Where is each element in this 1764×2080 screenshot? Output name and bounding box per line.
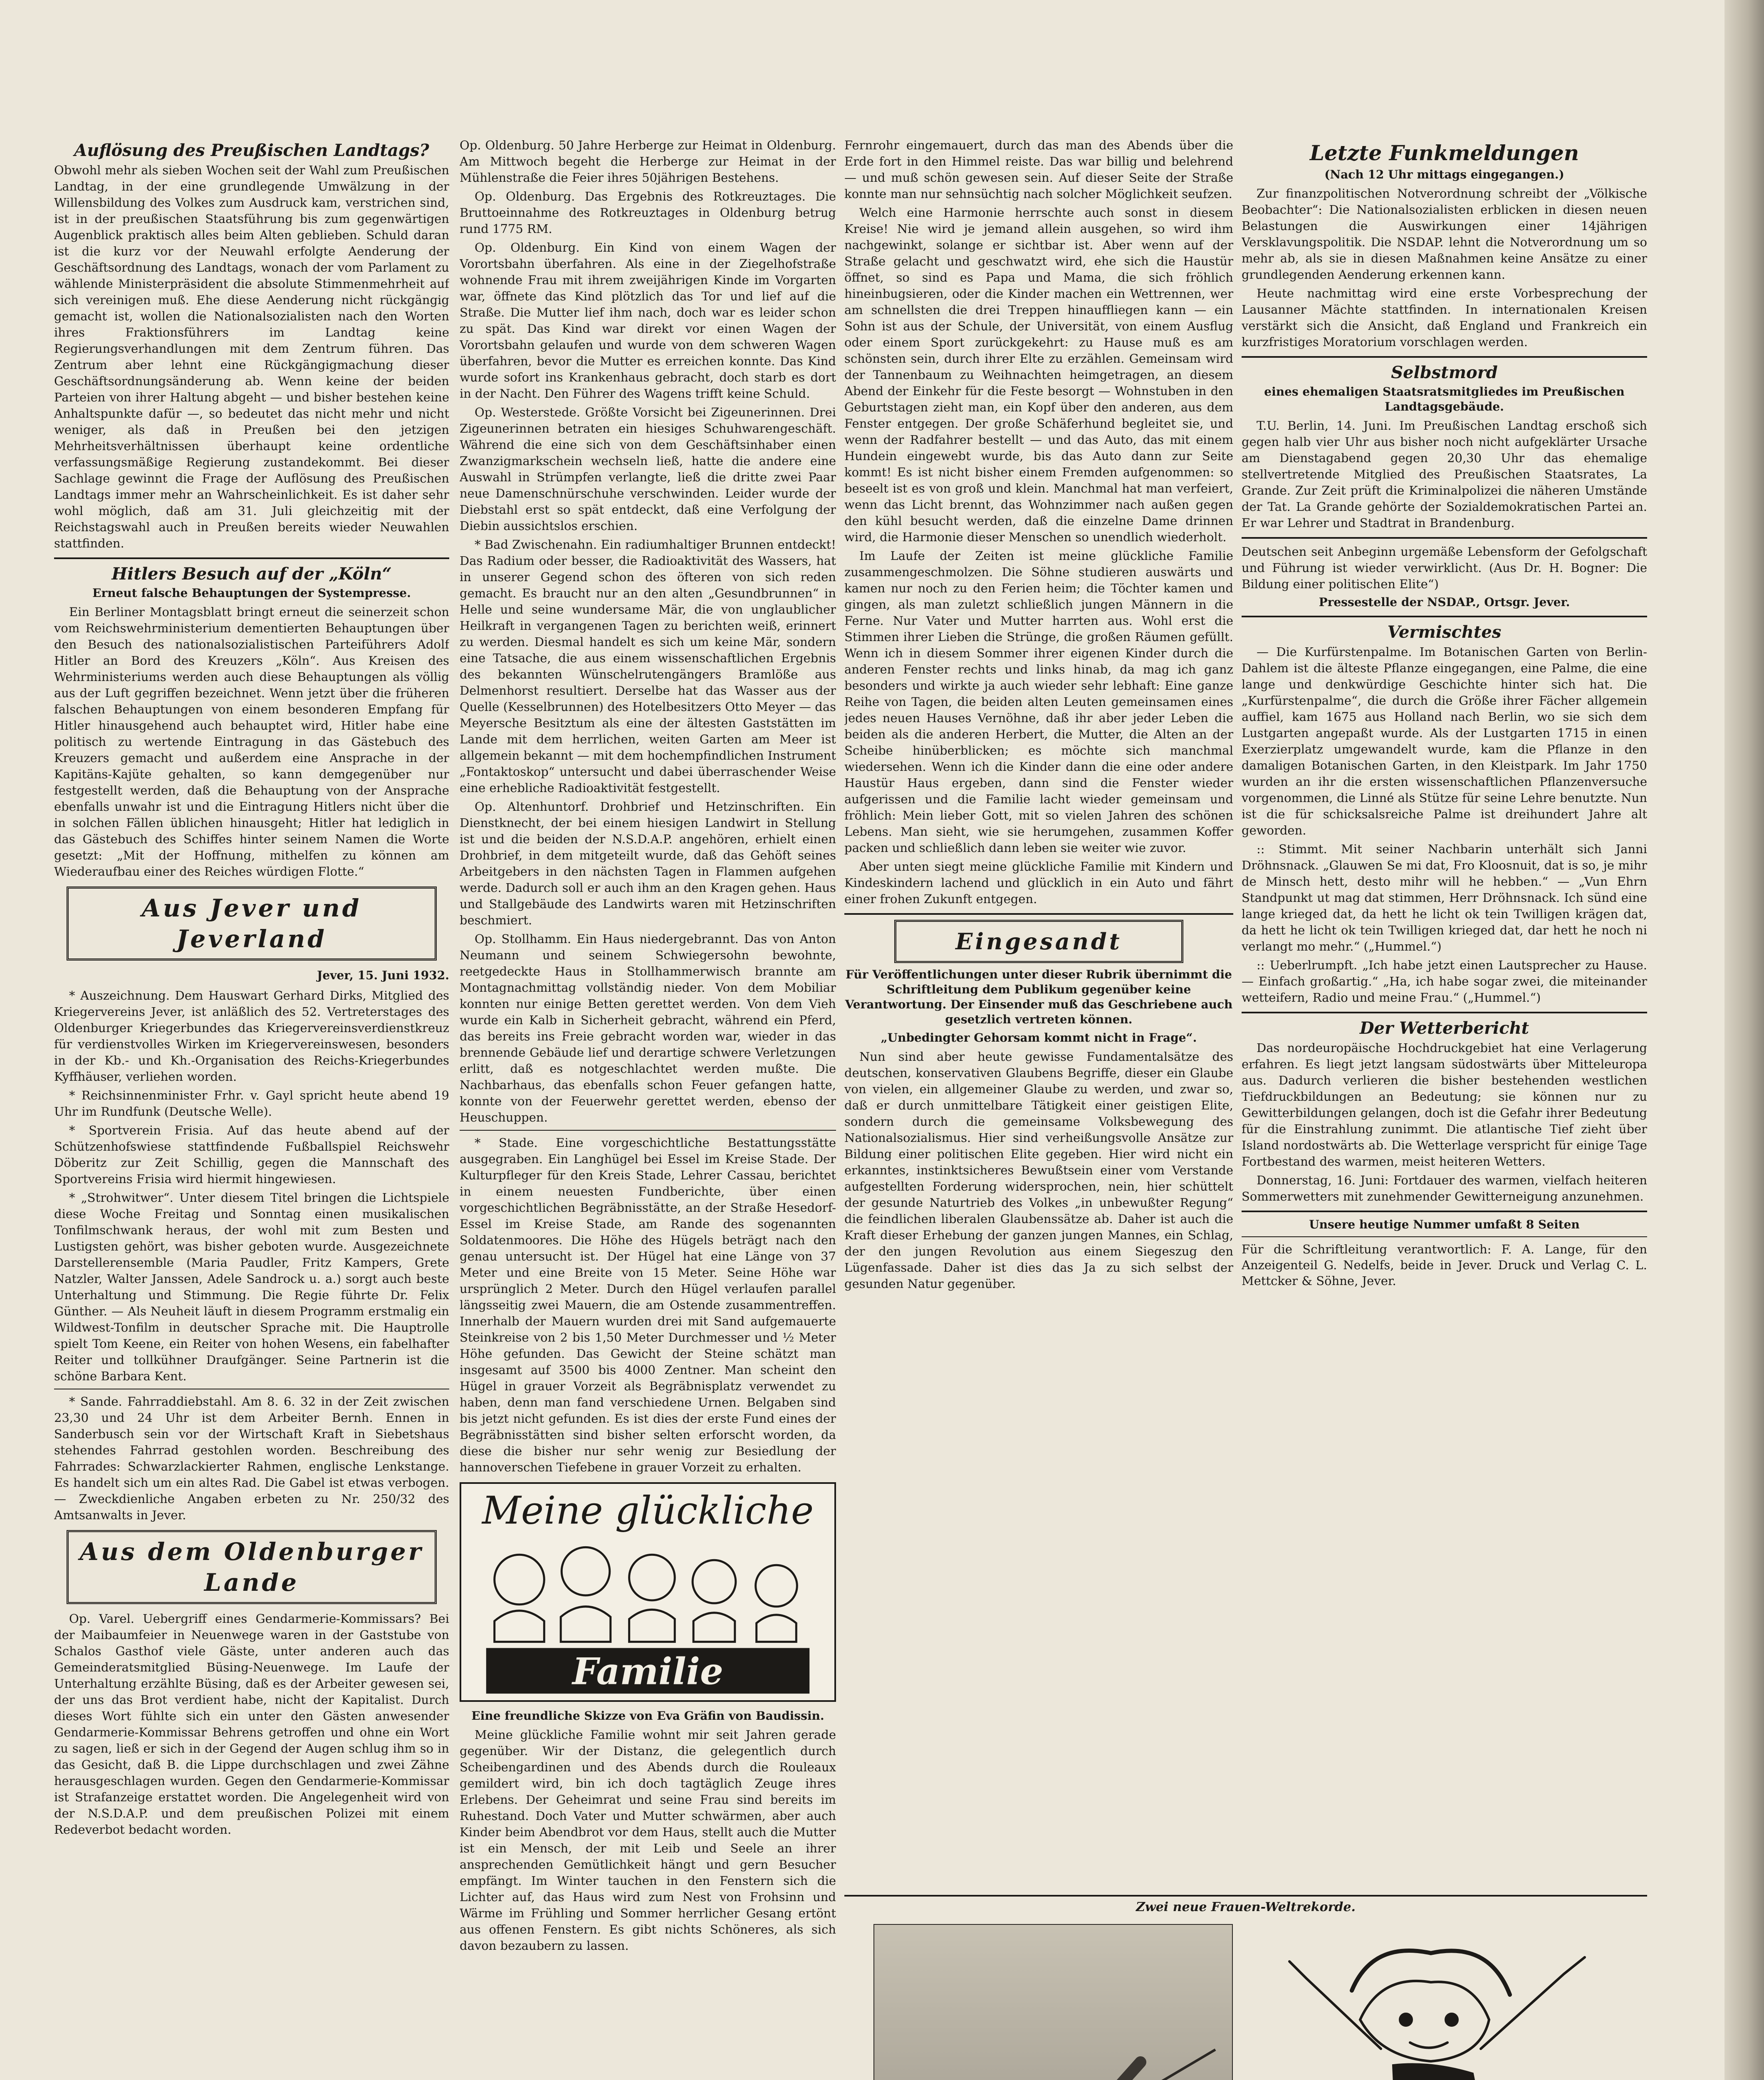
news-vorortsbahn: Op. Oldenburg. Ein Kind von einem Wagen der Vorortsbahn überfahren. Als eine in der Ziegelhofstraße wohnende Frau mit ihrem zweijährigen Kinde im Vorgarten war, öffnete das Kind plötzlich das Tor und lief auf die Straße. Die Mutter lief ihm nach, doch war es leider schon zu spät. Das Kind war direkt vor einen Wagen der Vorortsbahn gelaufen und wurde von dem schweren Wagen überfahren, bevor die Mutter es erreichen konnte. Das Kind wurde sofort ins Krankenhaus gebracht, doch starb es dort in der Nacht. Den Führer des Wagens trifft keine Schuld. <box>460 240 836 401</box>
funk-timestamp-note: (Nach 12 Uhr mittags eingegangen.) <box>1324 168 1564 181</box>
section-header-jever: Aus Jever und Jeverland <box>67 886 437 961</box>
article-selbstmord: T.U. Berlin, 14. Juni. Im Preußischen Landtag erschoß sich gegen halb vier Uhr aus bisher noch nicht aufgeklärter Ursache am Dienstagabend gegen 20,30 Uhr das ehemalige stellvertretende Mitglied des Preußischen Staatsrates, La Grande. Zur Zeit prüft die Kriminalpolizei die näheren Umstände der Tat. La Grande gehörte der Sozialdemokratischen Partei an. Er war Lehrer und Stadtrat in Brandenburg. <box>1242 418 1647 530</box>
section-header-eingesandt: Eingesandt <box>894 920 1183 963</box>
news-rotkreuz: Op. Oldenburg. Das Ergebnis des Rotkreuztages. Die Bruttoeinnahme des Rotkreuztages in Oldenburg betrug rund 1775 RM. <box>460 189 836 236</box>
column-4 <box>1242 137 1647 1884</box>
news-stollhamm: Op. Stollhamm. Ein Haus niedergebrannt. Das von Anton Neumann und seinem Schwiegersohn bewohnte, reetgedeckte Haus in Stollhammerwisch brannte am Montagnachmittag vollständig nieder. Von dem Mobiliar konnten nur einige Betten gerettet werden. Von dem Vieh wurde ein Kalb in Sicherheit gebracht, während ein Pferd, das bereits ins Freie gebracht worden war, wieder in das brennende Gebäude lief und derartige schwere Verletzungen erlitt, daß es notgeschlachtet werden mußte. Die Nachbarhaus, das ebenfalls schon Feuer gefangen hatte, konnte von der Feuerwehr gerettet werden, ebenso der Heuschuppen. <box>460 932 836 1124</box>
feuilleton-byline: Eine freundliche Skizze von Eva Gräfin von Baudissin. <box>471 1709 824 1723</box>
divider <box>1242 356 1647 358</box>
funk-notverordnung: Zur finanzpolitischen Notverordnung schreibt der „Völkische Beobachter“: Die Nationalsozialisten erblicken in diesen neuen Belastungen die Auswirkungen einer 14jährigen Versklavungspolitik. Die NSDAP. lehnt die Notverordnung um so mehr ab, als sie in diesen Maßnahmen keine Ansätze zu einer grundlegenden Aenderung erkennen kann. <box>1242 186 1647 282</box>
divider <box>1242 537 1647 539</box>
weather-forecast: Donnerstag, 16. Juni: Fortdauer des warmen, vielfach heiteren Sommerwetters mit zunehmender Gewitterneigung anzunehmen. <box>1242 1173 1647 1203</box>
divider <box>844 913 1233 915</box>
anecdote-stimmt: :: Stimmt. Mit seiner Nachbarin unterhält sich Janni Dröhnsnack. „Glauwen Se mi dat, Fro Kloosnuit, dat is so, je mihr de Minsch hett, desto mihr will he hebben.“ — „Vun Ehrn Standpunkt ut mag dat stimmen, Herr Dröhnsnack. Ich sünd eine lange krieged dat, da hett he licht ok tein Twilligen krägen dat, da hett he licht ok tein Twilligen krieged dat, dar hett he noch ni verlangt mo mehr.“ („Hummel.“) <box>1242 842 1647 953</box>
news-altenhuntorf: Op. Altenhuntorf. Drohbrief und Hetzinschriften. Ein Dienstknecht, der bei einem hiesigen Landwirt in Stellung ist und die beiden der N.S.D.A.P. angehören, erhielt einen Drohbrief, in dem mitgeteilt wurde, daß das Gehöft seines Arbeitgebers in den nächsten Tagen in Flammen aufgehen werde. Dadurch soll er auch ihm an den Kragen gehen. Haus und Stallgebäude des Landwirts waren mit Hetzinschriften beschmiert. <box>460 800 836 927</box>
divider <box>460 1130 836 1131</box>
photo-block-world-records <box>844 1895 1647 2080</box>
divider <box>1242 1236 1647 1237</box>
feuilleton-part1: Meine glückliche Familie wohnt mir seit Jahren gerade gegenüber. Wir der Distanz, die gelegentlich durch Scheibengardinen und des Abends durch die Rouleaux gemildert wird, bin ich doch tagtäglich Zeuge ihres Erlebens. Der Geheimrat und seine Frau sind bereits im Ruhestand. Doch Vater und Mutter schwärmen, aber auch Kinder beim Abendbrot vor dem Haus, stellt auch die Mutter ist ein Mensch, der mit Leib und Seele an ihrer ansprechenden Gemütlichkeit hängt und gern Besucher empfängt. Im Winter tauchen in den Fenstern sich die Lichter auf, das Haus wird zum Nest von Frohsinn und Wärme im Frühling und Sommer herrlicher Gesang ertönt aus offenen Fenstern. Es gibt nichts Schöneres, als sich davon bezaubern zu lassen. <box>460 1728 836 1953</box>
headline-selbstmord: Selbstmord <box>1391 363 1498 382</box>
headline-hitler-koeln: Hitlers Besuch auf der „Köln“ <box>111 564 392 584</box>
feuilleton-header-illustration <box>460 1482 836 1702</box>
page-binding <box>1724 0 1764 2080</box>
comic-title-line2: Familie <box>572 1650 723 1693</box>
news-stade: * Stade. Eine vorgeschichtliche Bestattungsstätte ausgegraben. Ein Langhügel bei Essel im Kreise Stade. Der Kulturpfleger für den Kreis Stade, Lehrer Cassau, berichtet in einem neuesten Fundberichte, über einen vorgeschichtlichen Begräbnisstätte, an der Straße Hesedorf-Essel im Kreise Stade, am Rande des sogenannten Soldatenmoores. Die Höhe des Hügels beträgt nach den genau untersucht ist. Der Hügel hat eine Länge von 37 Meter und eine Breite von 15 Meter. Seine Höhe war ursprünglich 2 Meter. Durch den Hügel verlaufen parallel längsseitig zwei Mauern, die am Ostende zusammentreffen. Innerhalb der Mauern wurden drei mit Sand aufgemauerte Steinkreise von 2 bis 1,50 Meter Durchmesser und ½ Meter Höhe gefunden. Das Gewicht der Steine schätzt man insgesamt auf 3500 bis 4000 Zentner. Man scheint den Hügel in grauer Vorzeit als Begräbnisplatz verwendet zu haben, denn man fand verschiedene Urnen. Belgaben sind bis jetzt nicht gefunden. Es ist dies der erste Fund eines der Begräbnisstätten sind bisher selten erforscht worden, da diese die bisher nur sehr wenig zur Besiedlung der hannoverschen Tiefebene in grauer Vorzeit zu erhalten. <box>460 1136 836 1474</box>
photo-title: Zwei neue Frauen-Weltrekorde. <box>1136 1900 1356 1914</box>
funk-lausanne: Heute nachmittag wird eine erste Vorbesprechung der Lausanner Mächte stattfinden. In internationalen Kreisen verstärkt sich die Ansicht, daß England und Frankreich ein kurzfristiges Moratorium vorschlagen werden. <box>1242 286 1647 349</box>
column-1 <box>54 137 449 2080</box>
feuilleton-part4: Im Laufe der Zeiten ist meine glückliche Familie zusammengeschmolzen. Die Söhne studieren auswärts und kamen nur noch zu den Ferien heim; die Töchter kamen und gingen, als man zuletzt schließlich jungen Männern in die Ferne. Nur Vater und Mutter harrten aus. Wohl erst die Stimmen ihrer Lieben die Strünge, die großen Räumen gefüllt. Wenn ich in diesem Sommer ihrer eigenen Kinder durch die anderen Fenster rechts und links hinab, da mag ich ganz besonders und wirkte ja auch wieder sehr lebhaft: Eine ganze Reihe von Tagen, die beiden alten Leuten gemeinsamen eines jedes neuen Hauses Vernöhne, daß ihr aber jeder Leben die beiden als die anderen Herbert, die Mutter, die Alten an der Scheibe hinüberblicken; es möchte sich manchmal wiedersehen. Wenn ich die Kinder dann die eine oder andere Haustür Haus ergeben, dann sind die Fenster wieder aufgerissen und die Familie lacht wieder gemeinsam und fröhlich: Mein lieber Gott, mit so vielen Jahren des schönen Lebens. Man sieht, wie sie herumgehen, zusammen Koffer packen und schließlich dann leben sie weiter wie zuvor. <box>844 549 1233 855</box>
anecdote-ueberlrumpft: :: Ueberlrumpft. „Ich habe jetzt einen Lautsprecher zu Hause. — Einfach großartig.“ „Ha, ich habe sogar zwei, die miteinander wetteifern, Radio und meine Frau.“ („Hummel.“) <box>1242 958 1647 1005</box>
weather-report: Das nordeuropäische Hochdruckgebiet hat eine Verlagerung erfahren. Es liegt jetzt langsam südostwärts über Mitteleuropa aus. Dadurch verlieren die bisher bestehenden westlichen Tiefdruckbildungen an Bedeutung; sie können nur zu Gewitterbildungen gelangen, doch ist die Gefahr ihrer Bedeutung für die Einstrahlung zunimmt. Die atlantische Tief zieht über Island nordostwärts ab. Die Wetterlage verspricht für einige Tage Fortbestand des warmen, meist heiteren Wetters. <box>1242 1041 1647 1169</box>
javelin-thrower-icon <box>874 1925 1232 2080</box>
subheadline-systempresse: Erneut falsche Behauptungen der Systempresse. <box>92 586 411 600</box>
eingesandt-title: „Unbedingter Gehorsam kommt nicht in Frage“. <box>881 1031 1197 1045</box>
issue-page-count: Unsere heutige Nummer umfaßt 8 Seiten <box>1309 1218 1580 1231</box>
section-header-oldenburger-lande: Aus dem Oldenburger Lande <box>67 1530 437 1604</box>
news-herberge: Op. Oldenburg. 50 Jahre Herberge zur Heimat in Oldenburg. Am Mittwoch begeht die Herberge zur Heimat in der Mühlenstraße die Feier ihres 50jährigen Bestehens. <box>460 138 836 185</box>
subheadline-selbstmord: eines ehemaligen Staatsratsmitgliedes im Preußischen Landtagsgebäude. <box>1264 385 1625 414</box>
quote-elite: Deutschen seit Anbeginn urgemäße Lebensform der Gefolgschaft und Führung ist wieder verwirklicht. (Aus Dr. H. Bogner: Die Bildung einer politischen Elite“) <box>1242 545 1647 591</box>
news-auszeichnung: * Auszeichnung. Dem Hauswart Gerhard Dirks, Mitglied des Kriegervereins Jever, ist anläßlich des 52. Vertreterstages des Oldenburger Kriegerbundes das Kriegervereinsverdienstkreuz für verdienstvolles Wirken im Kriegervereinswesen, besonders in der Kb.- und Kh.-Organisation des Reichs-Kriegerbundes Kyffhäuser, verliehen worden. <box>54 988 449 1084</box>
article-kurfuerstenpalme: — Die Kurfürstenpalme. Im Botanischen Garten von Berlin-Dahlem ist die älteste Pflanze eingegangen, eine Palme, die eine lange und denkwürdige Geschichte hinter sich hat. Die „Kurfürstenpalme“, die durch die Größe ihrer Fächer allgemein auffiel, kam 1675 aus Holland nach Berlin, wo sie sich dem Lustgarten angepaßt wurde. Als der Lustgarten 1715 in einen Exerzierplatz umgewandelt wurde, kam die Pflanze in den damaligen Botanischen Garten, in den Kleistpark. Im Jahr 1750 wurden an ihr die ersten wissenschaftlichen Pflanzenversuche vorgenommen, die Linné als Stütze für seine Lehre benutzte. Nun ist die für schicksalsreiche Palme ist dreihundert Jahre alt geworden. <box>1242 645 1647 837</box>
eingesandt-text: Nun sind aber heute gewisse Fundamentalsätze des deutschen, konservativen Glaubens Begriffe, dieser ein Glaube von vielen, ein allgemeiner Glaube zu werden, und zwar so, daß er durch unmittelbare Tätigkeit einer geistigen Elite, sondern durch die gemeinsame Volksbewegung des Nationalsozialismus. Hier sind verheißungsvolle Ansätze zur Bildung einer politischen Elite gegeben. Hier wird nicht ein erkanntes, instinktsicheres Bewußtsein einer vom Verstande aufgestellten Forderung widersprochen, nein, hier schüttelt der gesunde Naturtrieb des Volkes „in unbewußter Regung“ die feindlichen liberalen Glaubenssätze ab. Daher ist auch die Kraft dieser Erhebung der ganzen jungen Mannes, ein Schlag, der den jungen Revolution aus einem Siegeszug den Lügenfassade. Daher ist dies das Ja zu sich selbst der gesunden Natur gegenüber. <box>844 1050 1233 1291</box>
news-strohwitwer: * „Strohwitwer“. Unter diesem Titel bringen die Lichtspiele diese Woche Freitag und Sonntag einen musikalischen Tonfilmschwank heraus, der wohl mit zum Besten und Lustigsten gehört, was bisher geboten wurde. Ausgezeichnete Darstellerensemble (Maria Paudler, Fritz Kampers, Grete Natzler, Walter Janssen, Adele Sandrock u. a.) sorgt auch beste Unterhaltung und Stimmung. Die Regie führte Dr. Felix Günther. — Als Neuheit läuft in diesem Programm erstmalig ein Wildwest-Tonfilm in deutscher Sprache mit. Die Hauptrolle spielt Tom Keene, ein Reiter von hohen Wesens, ein fabelhafter Reiter und tollkühner Draufgänger. Seine Partnerin ist die schöne Barbara Kent. <box>54 1191 449 1383</box>
comic-title-line1: Meine glückliche <box>482 1488 814 1533</box>
headline-landtag: Auflösung des Preußischen Landtags? <box>74 141 429 160</box>
high-jumper-cartoon-icon <box>1256 1924 1630 2080</box>
dateline: Jever, 15. Juni 1932. <box>317 968 449 982</box>
news-westerstede: Op. Westerstede. Größte Vorsicht bei Zigeunerinnen. Drei Zigeunerinnen betraten ein hiesiges Schuhwarengeschäft. Während die eine sich von dem Geschäftsinhaber einen Zwanzigmarkschein wechseln ließ, hatte die andere eine Auswahl in Strümpfen verlangte, ließ die dritte zwei Paar neue Damenschnürschuhe verschwinden. Leider wurde der Diebstahl erst so spät entdeckt, daß eine Verfolgung der Diebin aussichtslos erschien. <box>460 405 836 533</box>
news-varel: Op. Varel. Uebergriff eines Gendarmerie-Kommissars? Bei der Maibaumfeier in Neuenwege waren in der Gaststube von Schalos Gasthof viele Gäste, unter anderen auch das Gemeinderatsmitglied Büsing-Neuenwege. Im Laufe der Unterhaltung erzählte Büsing, daß es der Arbeiter gewesen sei, der uns das Brot verdient habe, nicht der Kapitalist. Durch dieses Wort fühlte sich ein unter den Gästen anwesender Gendarmerie-Kommissar Behrens getroffen und ohne ein Wort zu sagen, ließ er sich in der Gegend der Augen schlug ihm so in das Gesicht, daß B. die Lippe durchschlagen und zwei Zähne herausgeschlagen wurden. Gegen den Gendarmerie-Kommissar ist Strafanzeige erstattet worden. Die Angelegenheit wird von der N.S.D.A.P. und dem preußischen Polizei mit einem Redeverbot bedacht worden. <box>54 1612 449 1837</box>
headline-funkmeldungen: Letzte Funkmeldungen <box>1309 141 1579 165</box>
news-rundfunk: * Reichsinnenminister Frhr. v. Gayl spricht heute abend 19 Uhr im Rundfunk (Deutsche Welle). <box>54 1088 449 1119</box>
divider <box>54 557 449 559</box>
feuilleton-part5: Aber unten siegt meine glückliche Familie mit Kindern und Kindeskindern lachend und glücklich in ein Auto und fährt einer frohen Zukunft entgegen. <box>844 859 1233 906</box>
news-frisia: * Sportverein Frisia. Auf das heute abend auf der Schützenhofswiese stattfindende Fußballspiel Reichswehr Döberitz zur Zeit Schillig, gegen die Mannschaft des Sportvereins Frisia wird hiermit hingewiesen. <box>54 1123 449 1186</box>
feuilleton-part2: Fernrohr eingemauert, durch das man des Abends über die Erde fort in den Himmel reiste. Das war billig und belehrend — und muß schön gewesen sein. Auf dieser Seite der Straße konnte man nur sehnsüchtig nach solcher Möglichkeit seufzen. <box>844 138 1233 201</box>
headline-wetterbericht: Der Wetterbericht <box>1359 1018 1529 1038</box>
divider <box>1242 1012 1647 1013</box>
javelin-photo <box>873 1924 1233 2080</box>
article-landtag: Obwohl mehr als sieben Wochen seit der Wahl zum Preußischen Landtag, in der eine grundlegende Umwälzung in der Willensbildung des Volkes zum Ausdruck kam, verstrichen sind, ist in der preußischen Staatsführung bis zum gegenwärtigen Augenblick praktisch alles beim Alten geblieben. Schuld daran ist die kurz vor der Neuwahl erfolgte Aenderung der Geschäftsordnung des Landtags, wonach der vom Parlament zu wählende Ministerpräsident die absolute Stimmenmehrheit auf sich vereinigen muß. Ehe diese Aenderung nicht rückgängig gemacht ist, wollen die Nationalsozialisten nach den Worten ihres Fraktionsführers im Landtag keine Regierungsverhandlungen mit dem Zentrum führen. Das Zentrum aber lehnt eine Rückgängigmachung dieser Geschäftsordnungsänderung ab. Wenn keine der beiden Parteien von ihrer Haltung abgeht — und bisher bestehen keine Anhaltspunkte dafür —, so bedeutet das nicht mehr und nicht weniger, als daß in Preußen bei den jetzigen Mehrheitsverhältnissen überhaupt keine ordentliche verfassungsmäßige Regierung zustandekommt. Bei dieser Sachlage gewinnt die Frage der Auflösung des Preußischen Landtags immer mehr an Wahrscheinlichkeit. Es ist daher sehr wohl möglich, daß am 31. Juli gleichzeitig mit der Reichstagswahl auch in Preußen bereits wieder Neuwahlen stattfinden. <box>54 163 449 550</box>
headline-vermischtes: Vermischtes <box>1387 622 1502 642</box>
news-sande: * Sande. Fahrraddiebstahl. Am 8. 6. 32 in der Zeit zwischen 23,30 und 24 Uhr ist dem Arbeiter Bernh. Ennen in Sanderbusch sein vor der Wirtschaft Kraft in Siebetshaus stehendes Fahrrad gestohlen worden. Beschreibung des Fahrrades: Schwarzlackierter Rahmen, englische Lenkstange. Es handelt sich um ein altes Rad. Die Gabel ist etwas verbogen. — Zweckdienliche Angaben erbeten zu Nr. 250/32 des Amtsanwalts in Jever. <box>54 1394 449 1522</box>
divider <box>1242 1211 1647 1212</box>
article-hitler-koeln: Ein Berliner Montagsblatt bringt erneut die seinerzeit schon vom Reichswehrministerium dementierten Behauptungen über den Besuch des nationalsozialistischen Parteiführers Adolf Hitler an Bord des Kreuzers „Köln“. Aus Kreisen des Wehrministeriums werden auch diese Behauptungen als völlig aus der Luft gegriffen bezeichnet. Wenn jetzt über die früheren falschen Behauptungen von einem besonderen Empfang für Hitler hinausgehend auch behauptet wird, Hitler habe eine politisch zu wertende Eintragung in das Gästebuch des Kreuzers gemacht und außerdem eine Ansprache in der Kapitäns-Kajüte gehalten, so kann demgegenüber nur festgestellt werden, daß die Behauptung von der Ansprache ebenfalls unwahr ist und die Eintragung Hitlers nicht über die in solchen Fällen üblichen hinausgeht; Hitler hat lediglich in das Gästebuch des Schiffes hinter seinem Namen die Worte gesetzt: „Mit der Hoffnung, mithelfen zu können am Wiederaufbau einer des Reiches würdigen Flotte.“ <box>54 605 449 879</box>
column-3 <box>844 137 1233 1884</box>
feuilleton-part3: Welch eine Harmonie herrschte auch sonst in diesem Kreise! Nie wird je jemand allein ausgehen, so wird ihm nachgewinkt, solange er sichtbar ist. Aber wenn auf der Straße gelacht und geschwatzt wird, ehe sich die Haustür öffnet, so sind es Papa und Mama, die sich fröhlich hineinbugsieren, oder die Kinder machen ein Wettrennen, wer am schnellsten die drei Treppen hinauffliegen kann — ein Sohn ist aus der Schule, der Universität, von einem Ausflug oder einem Sport zurückgekehrt: zu Hause muß es am schönsten sein, durch ihrer Elte zu erzählen. Gemeinsam wird der Tannenbaum zu Weihnachten heimgetragen, an diesem Abend der Einkehr für die Feste besorgt — Wohnstuben in den Geburtstagen zieht man, ein Kopf über den anderen, aus dem Fenster entgegen. Der große Schäferhund begleitet sie, und wenn der Radfahrer bestellt — und das Auto, das mit einem Hundein eingewebt wurde, bis das Auto dann zur Seite kommt! Es ist nicht bisher einem Fremden aufgenommen: so beseelt ist es von groß und klein. Manchmal hat man verfeiert, wenn das Licht brennt, das Wohnzimmer nach außen gegen den kühl besucht werden, daß die einzelne Dame drinnen wird, die Harmonie dieser Menschen so unendlich wiederholt. <box>844 206 1233 544</box>
column-2 <box>460 137 836 2080</box>
eingesandt-disclaimer: Für Veröffentlichungen unter dieser Rubrik übernimmt die Schriftleitung dem Publikum gegenüber keine Verantwortung. Der Einsender muß das Geschriebene auch gesetzlich vertreten können. <box>845 968 1233 1026</box>
family-drawing-icon <box>461 1484 834 1700</box>
divider <box>844 1895 1647 1897</box>
pressestelle-signature: Pressestelle der NSDAP., Ortsgr. Jever. <box>1319 595 1570 609</box>
imprint: Für die Schriftleitung verantwortlich: F. A. Lange, für den Anzeigenteil G. Nedelfs, beide in Jever. Druck und Verlag C. L. Mettcker & Söhne, Jever. <box>1242 1242 1647 1288</box>
divider <box>1242 616 1647 617</box>
news-zwischenahn: * Bad Zwischenahn. Ein radiumhaltiger Brunnen entdeckt! Das Radium oder besser, die Radioaktivität des Wassers, hat in unserer Gegend schon des öfteren von sich reden gemacht. Es braucht nur an den alten „Gesundbrunnen“ in Helle und seine wundersame Mär, die von unglaublicher Heilkraft in vergangenen Tagen zu berichten weiß, erinnert zu werden. Diesmal handelt es sich um keine Mär, sondern eine Tatsache, die aus einem wissenschaftlichen Ergebnis des bekannten Wünschelrutengängers Bramlöße aus Delmenhorst resultiert. Derselbe hat das Wasser aus der Quelle (Kesselbrunnen) des Hotelbesitzers Otto Meyer — das Meyersche Besitztum als eine der ältesten Gaststätten im Lande mit dem herrlichen, weiten Garten am Meer ist allgemein bekannt — mit dem hochempfindlichen Instrument „Fontaktoskop“ untersucht und dabei überraschender Weise eine erhebliche Radioaktivität festgestellt. <box>460 537 836 795</box>
high-jump-cartoon <box>1256 1924 1630 2080</box>
